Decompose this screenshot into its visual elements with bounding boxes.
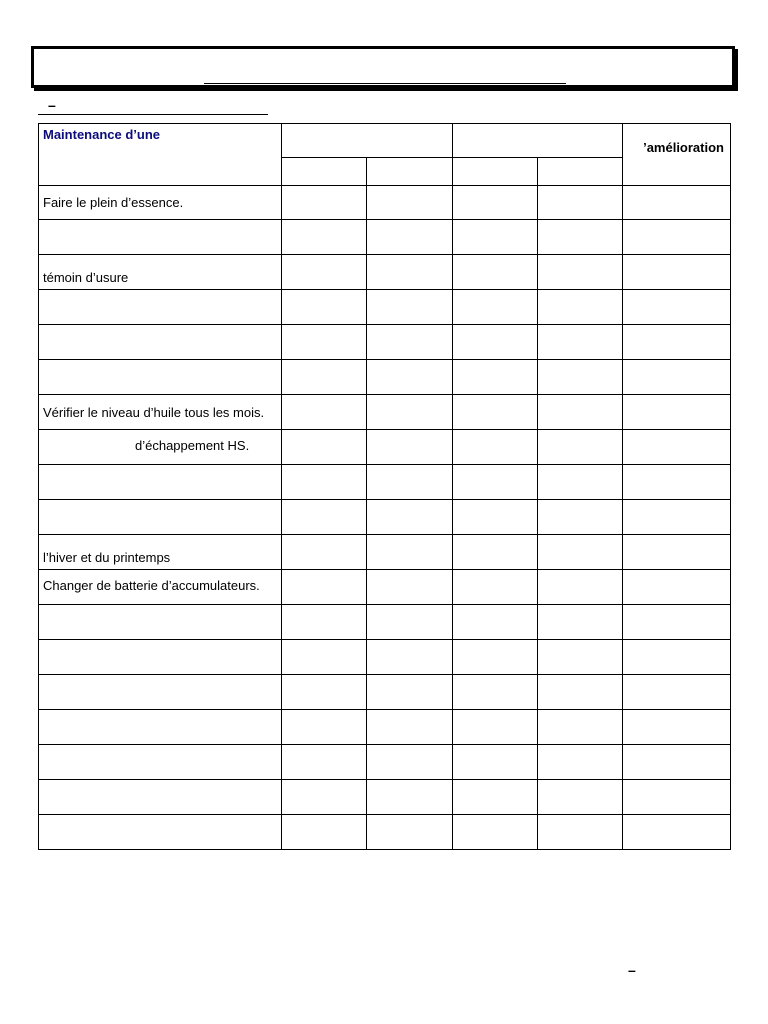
check-cell [367,186,453,220]
check-cell [538,186,623,220]
check-cell [367,535,453,570]
check-cell [367,255,453,290]
table-row [39,640,731,675]
task-cell: l’hiver et du printemps [39,535,282,570]
check-cell [623,675,731,710]
table-row [39,290,731,325]
check-cell [538,290,623,325]
check-cell [453,430,538,465]
check-cell [367,220,453,255]
task-cell [39,710,282,745]
check-cell [623,780,731,815]
check-cell [453,395,538,430]
check-cell [538,255,623,290]
table-row [39,255,731,290]
header-subcell [538,158,623,186]
check-cell [453,605,538,640]
check-cell [282,395,367,430]
check-cell [367,815,453,850]
check-cell [367,500,453,535]
check-cell [538,325,623,360]
check-cell [538,815,623,850]
check-cell [367,710,453,745]
check-cell [282,780,367,815]
header-row-1 [39,124,731,158]
check-cell [282,815,367,850]
check-cell [367,780,453,815]
check-cell [538,220,623,255]
check-cell [453,186,538,220]
check-cell [453,815,538,850]
check-cell [367,430,453,465]
check-cell [367,570,453,605]
task-cell: d’échappement HS. [39,430,282,465]
check-cell [623,220,731,255]
check-cell [453,465,538,500]
table-row [39,395,731,430]
task-cell [39,220,282,255]
check-cell [538,605,623,640]
table-row [39,675,731,710]
check-cell [538,780,623,815]
check-cell [538,500,623,535]
check-cell [282,605,367,640]
check-cell [367,360,453,395]
check-cell [282,255,367,290]
check-cell [623,710,731,745]
check-cell [282,640,367,675]
task-cell [39,500,282,535]
check-cell [453,570,538,605]
subtitle-underline [38,114,268,115]
table-row [39,570,731,605]
check-cell [453,710,538,745]
table-row [39,605,731,640]
check-cell [282,430,367,465]
table-row [39,360,731,395]
check-cell [282,220,367,255]
task-cell [39,290,282,325]
check-cell [538,465,623,500]
task-cell: Vérifier le niveau d’huile tous les mois. [39,395,282,430]
check-cell [453,535,538,570]
table-row [39,430,731,465]
check-cell [453,220,538,255]
task-cell [39,360,282,395]
check-cell [453,780,538,815]
check-cell [623,500,731,535]
check-cell [453,325,538,360]
check-cell [282,290,367,325]
header-subcell [282,158,367,186]
check-cell [453,255,538,290]
check-cell [453,500,538,535]
amelioration-header: ’amélioration [623,124,731,186]
check-cell [282,710,367,745]
check-cell [623,465,731,500]
task-cell: témoin d’usure [39,255,282,290]
check-cell [282,570,367,605]
table-title: Maintenance d’une [39,124,282,186]
check-cell [538,710,623,745]
check-cell [623,290,731,325]
task-cell: Faire le plein d’essence. [39,186,282,220]
header-group-cell-1 [282,124,453,158]
dash-mark-bottom: – [628,962,636,978]
header-subcell [453,158,538,186]
table-row [39,500,731,535]
table-row [39,745,731,780]
title-box [31,46,735,88]
task-cell [39,815,282,850]
header-group-cell-2 [453,124,623,158]
check-cell [623,605,731,640]
task-cell [39,325,282,360]
check-cell [538,675,623,710]
table-row [39,535,731,570]
check-cell [282,500,367,535]
check-cell [367,605,453,640]
check-cell [623,570,731,605]
check-cell [623,325,731,360]
dash-mark-top: – [48,97,56,113]
check-cell [623,745,731,780]
check-cell [367,395,453,430]
check-cell [367,640,453,675]
check-cell [623,395,731,430]
task-cell [39,605,282,640]
check-cell [623,360,731,395]
table-row [39,186,731,220]
check-cell [282,675,367,710]
check-cell [623,186,731,220]
check-cell [538,395,623,430]
check-cell [538,640,623,675]
check-cell [453,290,538,325]
maintenance-table [38,123,731,850]
task-cell [39,675,282,710]
check-cell [282,360,367,395]
table-row [39,780,731,815]
table-row [39,815,731,850]
table-row [39,325,731,360]
check-cell [282,535,367,570]
table-row [39,465,731,500]
check-cell [367,465,453,500]
task-cell [39,640,282,675]
task-cell [39,745,282,780]
task-cell [39,465,282,500]
task-cell [39,780,282,815]
check-cell [538,360,623,395]
check-cell [453,640,538,675]
task-cell: Changer de batterie d’accumulateurs. [39,570,282,605]
table-row [39,220,731,255]
check-cell [282,325,367,360]
check-cell [538,430,623,465]
check-cell [367,325,453,360]
check-cell [538,535,623,570]
check-cell [367,290,453,325]
check-cell [453,745,538,780]
check-cell [453,360,538,395]
table-row [39,710,731,745]
check-cell [623,430,731,465]
check-cell [538,745,623,780]
check-cell [623,640,731,675]
check-cell [367,675,453,710]
check-cell [623,815,731,850]
check-cell [453,675,538,710]
check-cell [367,745,453,780]
check-cell [538,570,623,605]
check-cell [282,745,367,780]
check-cell [623,255,731,290]
header-subcell [367,158,453,186]
title-underline [204,83,566,84]
check-cell [623,535,731,570]
check-cell [282,465,367,500]
check-cell [282,186,367,220]
